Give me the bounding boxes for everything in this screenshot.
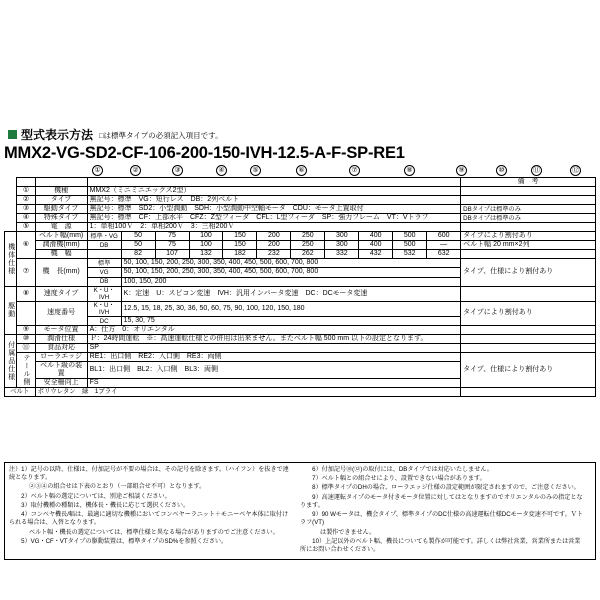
code-index-11: ⑪ (533, 167, 540, 174)
model-code-segment: 1 (148, 144, 158, 162)
belt-width-cell: 250 (291, 232, 325, 241)
code-index-3: ③ (172, 165, 183, 176)
code-index-6: ⑥ (296, 165, 307, 176)
footnote: 10）上記以外のベルト幅、機長についても製作が可能です。詳しくは弊社営業、営業所または営業所にお問い合わせください。 (300, 537, 581, 553)
row-no (17, 301, 35, 325)
table-row (5, 205, 596, 214)
model-code-segment: - (240, 144, 246, 162)
col-no-header (17, 178, 35, 187)
row-label: 機 長(mm) (35, 259, 87, 286)
row-no: ④ (17, 214, 35, 223)
row-remark: DBタイプは標準のみ (461, 205, 596, 214)
frame-cell: 132 (189, 250, 223, 259)
footnote: 4）コンベヤ機長/幅は、最適に適切な機種においてコンベヤーラニット＋モニーベヤ本体に取付けられる場合は、入替となります。 (9, 511, 289, 527)
row-remark (461, 326, 596, 335)
row-sub: 標準・VG (87, 232, 121, 241)
belt-width-db-cell: 50 (121, 241, 155, 250)
model-code-row (4, 144, 596, 166)
row-value: 12.5, 15, 18, 25, 30, 36, 50, 60, 75, 90, 100, 120, 150, 180 (121, 301, 461, 316)
belt-width-db-cell: 100 (189, 241, 223, 250)
model-code-segment: SP (346, 144, 368, 162)
code-index-2: ② (130, 165, 141, 176)
row-no: ⑥ (17, 232, 35, 259)
row-label: 機種 (35, 187, 87, 196)
footnotes (4, 462, 596, 560)
belt-width-cell: 150 (223, 232, 257, 241)
row-label: ベルト幅(mm) (35, 232, 87, 241)
footnote: 7）ベルト幅との組合せにより、設置できない場合があります。 (300, 475, 486, 483)
row-sub (87, 250, 121, 259)
row-remark: タイプにより割付あり (461, 301, 596, 325)
belt-width-db-cell: 150 (223, 241, 257, 250)
row-value: 無記号：標準 CF：上部水平 CFZ：Z型フィーダ CFL：L型フィーダ SP：強力フレーム VT：Vトラフ (87, 214, 461, 223)
belt-width-db-cell: 300 (325, 241, 359, 250)
col-value-header (87, 178, 461, 187)
code-index-9: ⑨ (456, 165, 467, 176)
row-label: 食品対応 (35, 344, 87, 353)
row-remark (461, 187, 596, 196)
frame-width-row (5, 250, 596, 259)
footnote: は製作できません。 (300, 528, 376, 536)
row-sub: DC (87, 317, 121, 326)
frame-cell: 107 (155, 250, 189, 259)
row-no: ⑤ (17, 223, 35, 232)
row-label: 潤滑仕様 (35, 335, 87, 344)
model-code-segment: 200 (180, 144, 208, 162)
code-index-8: ⑧ (404, 165, 415, 176)
row-value: 無記号：標準 SD2：小型潤動 SDH：小型潤動中空軸モータ CDU：モータ上置取付 (87, 205, 461, 214)
row-no: ⑧ (17, 286, 35, 301)
row-remark (461, 250, 596, 259)
row-remark: DBタイプは標準のみ (461, 214, 596, 223)
row-label: ベルト級の装置 (35, 362, 87, 379)
belt-width-cell: 200 (257, 232, 291, 241)
col-remark-header: 備 考 (461, 178, 596, 187)
row-no: ⑩ (17, 335, 35, 344)
code-index-7: ⑦ (349, 165, 360, 176)
row-label: 機 幅 (35, 250, 87, 259)
model-code-segment: - (325, 144, 332, 162)
belt-width-db-row (5, 241, 596, 250)
row-value: K：定速 U：スピコン変速 IVH：汎用インバータ変速 DC：DCモータ変速 (121, 286, 461, 301)
model-code-segment: SD2 (84, 144, 117, 162)
row-remark (461, 335, 596, 344)
row-no: ⑦ (17, 259, 35, 286)
spec-table (4, 177, 596, 397)
belt-width-cell: 75 (155, 232, 189, 241)
frame-cell: 182 (223, 250, 257, 259)
row-no: ② (17, 196, 35, 205)
model-code-segment: - (341, 144, 347, 162)
model-code-segment: - (79, 144, 85, 162)
belt-width-db-cell: 500 (393, 241, 427, 250)
speed-number-row-1 (5, 301, 596, 316)
row-label: 潤滑機(mm) (35, 241, 87, 250)
model-code-segment: 06 (157, 144, 176, 162)
belt-width-cell: 100 (189, 232, 223, 241)
model-code-segment: CF (121, 144, 144, 162)
group-label-option: 付属品仕様 (5, 335, 17, 388)
model-code-segment: - (116, 144, 122, 162)
row-remark: タイプにより割付あり (461, 232, 596, 241)
footnote: 6）付加記号⑩(⑫)の取付には、DBタイプでは対応いたしません。 (300, 466, 493, 473)
belt-width-cell: 400 (359, 232, 393, 241)
option-row (5, 353, 596, 362)
row-sub: K・U・IVH (87, 301, 121, 316)
table-row (5, 214, 596, 223)
row-remark: ベルト幅 20 mm×2列 (461, 241, 596, 250)
row-label: ローラエッジ (35, 353, 87, 362)
model-code-segment: MMX2- (4, 144, 57, 162)
row-no: ⑨ (17, 326, 35, 335)
footnote: 5）VG・CF・VTタイプの駆動装置は、標準タイプのSD%を参照ください。 (9, 537, 228, 545)
col-item-header (35, 178, 87, 187)
frame-cell: 332 (325, 250, 359, 259)
belt-width-db-cell: — (427, 241, 461, 250)
section-header (8, 126, 223, 143)
header-bullet-icon (8, 130, 17, 139)
row-label: 速度タイプ (35, 286, 87, 301)
row-value: 1：単相100Ｖ 2：単相200Ｖ 3：三相200Ｖ (87, 223, 461, 232)
row-value: Ｐ：24時間運転 ※：高速運転仕様との併用は出来ません。またベルト幅 500 mm 以下の設定となります。 (87, 335, 461, 344)
row-no: ① (17, 187, 35, 196)
frame-cell: 262 (291, 250, 325, 259)
footnotes-right (300, 466, 591, 555)
model-code-segment: IVH (245, 144, 273, 162)
model-code-segment: A (314, 144, 326, 162)
row-value: MMX2（ミニミニエックス2型） (87, 187, 461, 196)
model-code-segment: RE1 (373, 144, 405, 162)
row-remark: タイプ、仕様により割付あり (461, 259, 596, 286)
model-code-segment: VG (56, 144, 80, 162)
row-label: 速度番号 (35, 301, 87, 325)
row-label: 電 源 (35, 223, 87, 232)
belt-width-db-cell: 200 (257, 241, 291, 250)
row-remark (461, 344, 596, 353)
footnote: 3）取付機種の種類は、機体長・機長に応じて選択ください。 (9, 501, 190, 509)
model-code-segment: -12.5 (272, 144, 309, 162)
row-value: RE1：出口側 RE2：入口側 RE3：両側 (87, 353, 461, 362)
row-remark (461, 286, 596, 301)
footnote: 9）高速運転タイプのモータ付きモータ位置に対してはとなりますのでオリエンタルのみの指定となります。 (300, 493, 583, 509)
code-index-4: ④ (216, 165, 227, 176)
row-label: モータ位置 (35, 326, 87, 335)
footnotes-left (9, 466, 300, 555)
model-code-segment: - (308, 144, 315, 162)
model-code-segment: - (143, 144, 149, 162)
belt-value: ポリウレタン 緑 1プライ (35, 388, 461, 396)
belt-width-db-cell: 250 (291, 241, 325, 250)
belt-width-cell: 500 (393, 232, 427, 241)
row-sub: K・U・IVH (87, 286, 121, 301)
frame-cell: 432 (359, 250, 393, 259)
belt-width-db-cell: 75 (155, 241, 189, 250)
code-index-5: ⑤ (250, 165, 261, 176)
belt-remark (461, 388, 596, 396)
footnote: ベルト幅・機長の選定については、標準仕様と異なる場合がありますのでご注意ください。 (9, 528, 279, 536)
frame-cell: 532 (393, 250, 427, 259)
row-remark (461, 223, 596, 232)
row-value: 無記号：標準 VG：短行レス DB：2列ベルト (87, 196, 461, 205)
footnote: ②③④の組合せは下表のとおり（一部組合せ不可）となります。 (9, 483, 206, 491)
row-remark (461, 196, 596, 205)
option-row (5, 335, 596, 344)
row-sub: VG (87, 268, 121, 277)
model-code-index-row (4, 165, 596, 177)
row-sub: 標準 (87, 259, 121, 268)
row-remark: タイプ、仕様により割付あり (461, 353, 596, 388)
row-sub: DB (87, 241, 121, 250)
belt-width-cell: 50 (121, 232, 155, 241)
row-value: A：仕方 0：オリエンタル (87, 326, 461, 335)
row-label: 特殊タイプ (35, 214, 87, 223)
belt-material-row (5, 388, 596, 396)
footnote: 9）90 Wモータは、機会タイプ、標準タイプのDC仕様の高速運転仕様DCモータ変速不可です。Ｖトラフ(VT) (300, 511, 583, 527)
frame-cell: 82 (121, 250, 155, 259)
footnote: 注）1）記号の以降、仕様は、付加記号が不要の場合は、その記号を除きます。（ハイフン）を抜きで連続となります。 (9, 466, 289, 482)
row-sub: DB (87, 277, 121, 286)
belt-width-row (5, 232, 596, 241)
option-row (5, 344, 596, 353)
table-row (5, 223, 596, 232)
header-note: □は標準タイプの必須記入項目です。 (99, 131, 223, 140)
belt-width-db-cell: 400 (359, 241, 393, 250)
row-value: 15, 30, 75 (121, 317, 461, 326)
frame-cell: 632 (427, 250, 461, 259)
table-header-row (5, 178, 596, 187)
table-row (5, 187, 596, 196)
speed-type-row (5, 286, 596, 301)
row-value: 50, 100, 150, 200, 250, 300, 350, 400, 450, 500, 600, 700, 800 (121, 268, 461, 277)
row-value: 50, 100, 150, 200, 250, 300, 350, 400, 450, 500, 600, 700, 800 (121, 259, 461, 268)
row-value: FS (87, 379, 461, 388)
code-index-10: ⑩ (496, 165, 507, 176)
row-value: SP (87, 344, 461, 353)
row-no: ⑪ (17, 344, 35, 353)
length-row-standard (5, 259, 596, 268)
model-code-segment: - (367, 144, 374, 162)
footnote: 2）ベルト幅の選定については、別途ご相談ください。 (9, 492, 171, 500)
frame-cell: 232 (257, 250, 291, 259)
row-label: タイプ (35, 196, 87, 205)
footnote: 8）標準タイプのDHの場合、ローラエッジ仕様の設定範囲が限定されますので、ご注意ください。 (300, 484, 580, 492)
page-title: 型式表示方法 (21, 128, 94, 142)
code-index-12: ⑫ (572, 167, 579, 174)
belt-width-cell: 300 (325, 232, 359, 241)
row-value: BL1：出口側 BL2：入口側 BL3：両側 (87, 362, 461, 379)
row-no: ③ (17, 205, 35, 214)
belt-width-cell: 600 (427, 232, 461, 241)
motor-position-row (5, 326, 596, 335)
model-code-segment: - (207, 144, 214, 162)
table-row (5, 196, 596, 205)
model-code-segment: F (331, 144, 342, 162)
code-index-1: ① (92, 165, 103, 176)
model-code-segment: - (175, 144, 181, 162)
row-label: 駆動タイプ (35, 205, 87, 214)
row-label: 安全柵向上 (35, 379, 87, 388)
group-label-drive: 駆動 (5, 286, 17, 335)
group-label-spec: 機体仕様 (5, 232, 17, 286)
row-value: 100, 150, 200 (121, 277, 461, 286)
model-code-segment: 150 (213, 144, 241, 162)
belt-label: ベルト (5, 388, 36, 396)
side-label-tail: テール側 (17, 353, 35, 388)
model-code-line (4, 144, 596, 163)
